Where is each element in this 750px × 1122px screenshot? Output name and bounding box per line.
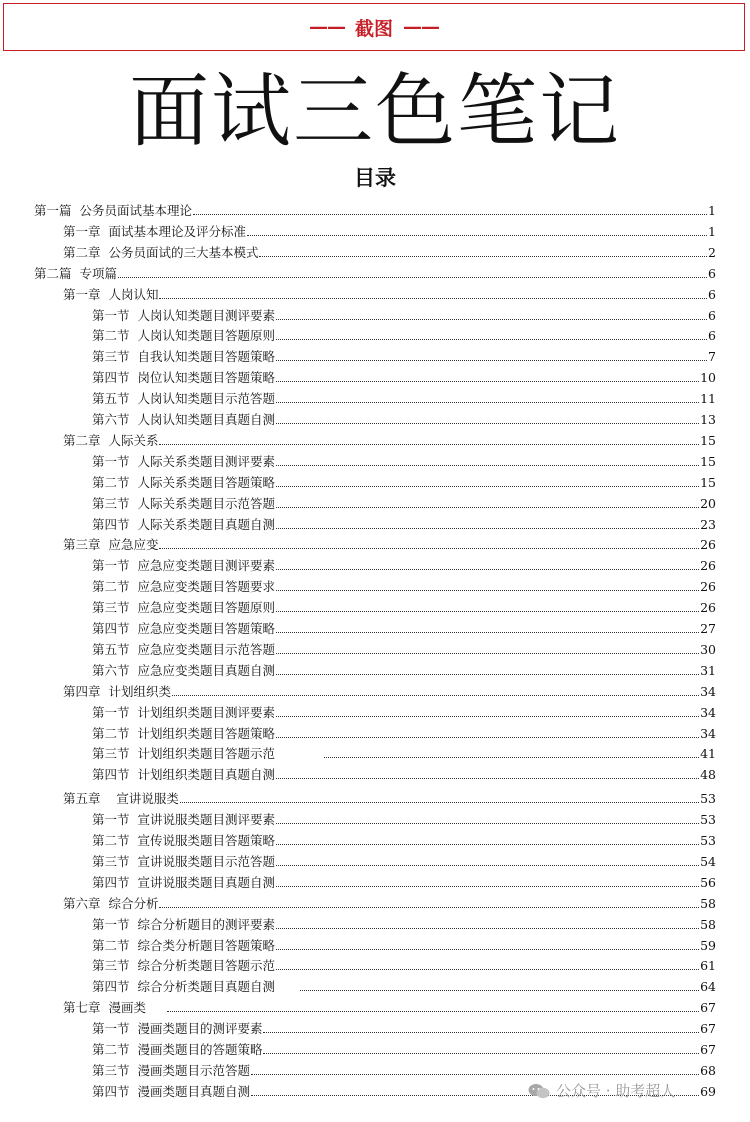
toc-entry[interactable] (92, 974, 716, 994)
toc-entry-label: 第三节 计划组织类题目答题示范 (92, 746, 323, 762)
toc-dot-leader (276, 716, 699, 717)
toc-dot-leader (276, 339, 707, 340)
toc-entry-page: 53 (700, 833, 716, 848)
watermark (528, 1080, 675, 1101)
toc-dot-leader (276, 865, 699, 866)
toc-entry[interactable] (92, 933, 716, 953)
toc-entry[interactable] (92, 637, 716, 657)
toc-entry-label: 第四节 应急应变类题目答题策略 (92, 621, 275, 636)
toc-entry-page: 6 (708, 265, 716, 281)
toc-entry[interactable] (92, 807, 716, 827)
toc-heading: 目录 (354, 165, 396, 190)
toc-entry[interactable] (92, 1037, 716, 1057)
toc-entry-label: 第二节 综合类分析题目答题策略 (92, 937, 275, 953)
toc-entry-page: 34 (700, 683, 716, 699)
banner-label: 截图 (354, 17, 393, 40)
toc-dot-leader (276, 674, 699, 675)
toc-entry[interactable] (92, 828, 716, 848)
toc-entry-label: 第一篇 公务员面试基本理论 (34, 203, 192, 218)
toc-entry-page: 58 (700, 895, 716, 911)
toc-dot-leader (276, 465, 699, 466)
toc-entry-page: 67 (700, 1000, 716, 1016)
toc-dot-leader (276, 569, 699, 570)
toc-entry-label: 第四章 计划组织类 (63, 683, 171, 699)
toc-entry[interactable] (63, 240, 716, 260)
toc-entry[interactable] (92, 470, 716, 490)
toc-dot-leader (259, 256, 707, 257)
toc-entry[interactable] (63, 219, 716, 239)
toc-entry[interactable] (92, 762, 716, 782)
toc-dot-leader (276, 632, 699, 633)
toc-entry[interactable] (63, 428, 716, 448)
toc-entry-label: 第四节 漫画类题目真题自测 (92, 1083, 250, 1099)
toc-entry-label: 第四节 综合分析类题目真题自测 (92, 979, 299, 995)
toc-entry[interactable] (92, 1058, 716, 1078)
toc-entry[interactable] (63, 786, 716, 806)
toc-entry-label: 第二节 人岗认知类题目答题原则 (92, 328, 275, 344)
toc-dot-leader (276, 844, 699, 845)
toc-dot-leader (276, 737, 699, 738)
toc-entry-label: 第三节 漫画类题目示范答题 (92, 1062, 250, 1078)
toc-dot-leader (159, 298, 707, 299)
toc-entry[interactable] (63, 679, 716, 699)
toc-entry-page: 31 (700, 662, 716, 678)
toc-entry[interactable] (92, 953, 716, 973)
toc-dot-leader (276, 402, 699, 403)
toc-dot-leader (251, 1074, 699, 1075)
toc-entry-page: 26 (700, 537, 716, 553)
toc-entry-page: 26 (700, 558, 716, 574)
toc-entry-page: 10 (700, 370, 716, 386)
toc-dot-leader (276, 360, 707, 361)
toc-entry-label: 第一节 人际关系类题目测评要素 (92, 453, 275, 469)
toc-entry-label: 第四节 人际关系类题目真题自测 (92, 516, 275, 532)
toc-entry-page: 41 (700, 746, 716, 762)
toc-entry[interactable] (34, 198, 716, 218)
toc-entry[interactable] (92, 700, 716, 720)
toc-dot-leader (159, 548, 699, 549)
toc-entry-page: 15 (700, 432, 716, 448)
toc-entry-label: 第四节 岗位认知类题目答题策略 (92, 370, 275, 386)
toc-entry[interactable] (92, 574, 716, 594)
toc-dot-leader (276, 528, 699, 529)
toc-entry[interactable] (92, 365, 716, 385)
toc-entry-label: 第四节 宣讲说服类题目真题自测 (92, 874, 275, 890)
toc-entry[interactable] (92, 491, 716, 511)
toc-entry-page: 6 (708, 328, 716, 344)
toc-dot-leader (263, 1032, 699, 1033)
toc-entry-label: 第一节 宣讲说服类题目测评要素 (92, 812, 275, 828)
toc-entry-page: 30 (700, 641, 716, 657)
toc-entry-page: 13 (700, 412, 716, 427)
toc-entry-label: 第二章 人际关系 (63, 432, 159, 448)
toc-entry-page: 2 (708, 244, 716, 260)
toc-entry-label: 第五章 宣讲说服类 (63, 791, 179, 807)
toc-entry-label: 第六章 综合分析 (63, 895, 159, 911)
toc-entry-label: 第五节 应急应变类题目示范答题 (92, 641, 275, 657)
toc-entry-page: 1 (708, 223, 716, 239)
banner-right-dash: —— (403, 16, 439, 38)
toc-entry-label: 第一节 漫画类题目的测评要素 (92, 1021, 263, 1037)
toc-entry-page: 1 (708, 203, 716, 218)
toc-entry[interactable] (63, 532, 716, 552)
toc-dot-leader (276, 423, 699, 424)
toc-entry[interactable] (92, 595, 716, 615)
screenshot-banner (3, 3, 745, 51)
toc-entry-page: 11 (700, 391, 716, 407)
toc-entry-label: 第六节 人岗认知类题目真题自测 (92, 412, 275, 427)
toc-entry-page: 34 (700, 704, 716, 720)
toc-dot-leader (276, 319, 707, 320)
toc-dot-leader (276, 949, 699, 950)
toc-dot-leader (276, 778, 699, 779)
toc-dot-leader (159, 444, 699, 445)
toc-dot-leader (276, 590, 699, 591)
toc-dot-leader (276, 969, 699, 970)
toc-dot-leader (276, 928, 699, 929)
toc-entry[interactable] (92, 553, 716, 573)
toc-entry-label: 第一节 人岗认知类题目测评要素 (92, 307, 275, 323)
toc-entry-label: 第三节 宣讲说服类题目示范答题 (92, 853, 275, 869)
toc-entry-page: 58 (700, 916, 716, 932)
toc-entry-label: 第一节 计划组织类题目测评要素 (92, 704, 275, 720)
toc-dot-leader (247, 235, 707, 236)
toc-entry-label: 第五节 人岗认知类题目示范答题 (92, 391, 275, 407)
toc-entry-label: 第三节 自我认知类题目答题策略 (92, 349, 275, 365)
toc-entry-page: 61 (700, 958, 716, 974)
toc-entry[interactable] (34, 261, 716, 281)
watermark-label: 公众号 · 助考超人 (556, 1082, 676, 1100)
toc-entry[interactable] (92, 658, 716, 678)
toc-entry-page: 56 (700, 874, 716, 890)
toc-entry[interactable] (92, 512, 716, 532)
toc-entry-label: 第二篇 专项篇 (34, 265, 117, 281)
toc-entry-label: 第二节 应急应变类题目答题要求 (92, 579, 275, 595)
toc-entry-label: 第三节 人际关系类题目示范答题 (92, 495, 275, 511)
toc-dot-leader (276, 611, 699, 612)
toc-entry-label: 第一节 应急应变类题目测评要素 (92, 558, 275, 574)
toc-entry-label: 第二节 人际关系类题目答题策略 (92, 474, 275, 490)
toc-entry[interactable] (92, 449, 716, 469)
toc-entry-label: 第七章 漫画类 (63, 1000, 166, 1016)
toc-entry[interactable] (92, 303, 716, 323)
toc-dot-leader (276, 486, 699, 487)
toc-entry[interactable] (92, 721, 716, 741)
toc-entry-page: 68 (700, 1062, 716, 1078)
toc-entry[interactable] (92, 870, 716, 890)
toc-entry-page: 15 (700, 453, 716, 469)
toc-entry-page: 15 (700, 474, 716, 490)
toc-entry-page: 23 (700, 516, 716, 532)
toc-entry[interactable] (63, 891, 716, 911)
toc-entry[interactable] (92, 741, 716, 761)
toc-entry-page: 6 (708, 286, 716, 302)
toc-entry[interactable] (92, 386, 716, 406)
toc-dot-leader (276, 823, 699, 824)
toc-entry[interactable] (63, 282, 716, 302)
toc-dot-leader (167, 1011, 699, 1012)
toc-entry-page: 7 (708, 349, 716, 365)
toc-entry-page: 67 (700, 1021, 716, 1037)
toc-dot-leader (180, 802, 699, 803)
toc-entry-label: 第三章 应急应变 (63, 537, 159, 553)
toc-entry[interactable] (92, 616, 716, 636)
toc-entry-label: 第三节 应急应变类题目答题原则 (92, 600, 275, 616)
toc-dot-leader (276, 507, 699, 508)
toc-dot-leader (276, 381, 699, 382)
toc-entry-page: 67 (700, 1042, 716, 1057)
toc-entry-page: 6 (708, 307, 716, 323)
toc-entry[interactable] (92, 912, 716, 932)
toc-entry[interactable] (92, 407, 716, 427)
toc-entry-page: 20 (700, 495, 716, 511)
toc-entry-label: 第二节 漫画类题目的答题策略 (92, 1042, 263, 1057)
toc-entry[interactable] (63, 995, 716, 1015)
toc-entry-page: 53 (700, 812, 716, 828)
toc-entry-page: 27 (700, 621, 716, 636)
toc-dot-leader (159, 907, 699, 908)
toc-entry[interactable] (92, 323, 716, 343)
toc-entry-page: 54 (700, 853, 716, 869)
toc-entry-label: 第一节 综合分析题目的测评要素 (92, 916, 275, 932)
toc-entry-page: 26 (700, 600, 716, 616)
toc-dot-leader (276, 653, 699, 654)
toc-entry-label: 第六节 应急应变类题目真题自测 (92, 662, 275, 678)
toc-entry-page: 69 (700, 1083, 716, 1099)
toc-entry-label: 第二节 宣传说服类题目答题策略 (92, 833, 275, 848)
toc-entry-label: 第四节 计划组织类题目真题自测 (92, 767, 275, 783)
toc-entry-page: 53 (700, 791, 716, 807)
document-title: 面试三色笔记 (129, 65, 621, 158)
toc-entry-label: 第二节 计划组织类题目答题策略 (92, 725, 275, 741)
toc-entry[interactable] (92, 849, 716, 869)
toc-entry-label: 第三节 综合分析类题目答题示范 (92, 958, 275, 974)
toc-dot-leader (276, 886, 699, 887)
banner-left-dash: —— (308, 16, 345, 38)
toc-entry[interactable] (92, 344, 716, 364)
toc-entry-page: 59 (700, 937, 716, 953)
toc-entry-label: 第二章 公务员面试的三大基本模式 (63, 244, 259, 260)
wechat-icon (528, 1083, 550, 1099)
toc-entry-page: 48 (700, 767, 716, 783)
toc-entry-page: 26 (700, 579, 716, 595)
toc-entry-page: 64 (700, 979, 716, 995)
toc-dot-leader (172, 695, 699, 696)
toc-entry-page: 34 (700, 725, 716, 741)
toc-entry[interactable] (92, 1016, 716, 1036)
toc-entry-label: 第一章 人岗认知 (63, 286, 159, 302)
toc-dot-leader (324, 757, 699, 758)
toc-dot-leader (300, 990, 699, 991)
toc-entry-label: 第一章 面试基本理论及评分标准 (63, 223, 246, 239)
toc-dot-leader (263, 1053, 699, 1054)
toc-dot-leader (118, 277, 707, 278)
toc-dot-leader (193, 214, 707, 215)
